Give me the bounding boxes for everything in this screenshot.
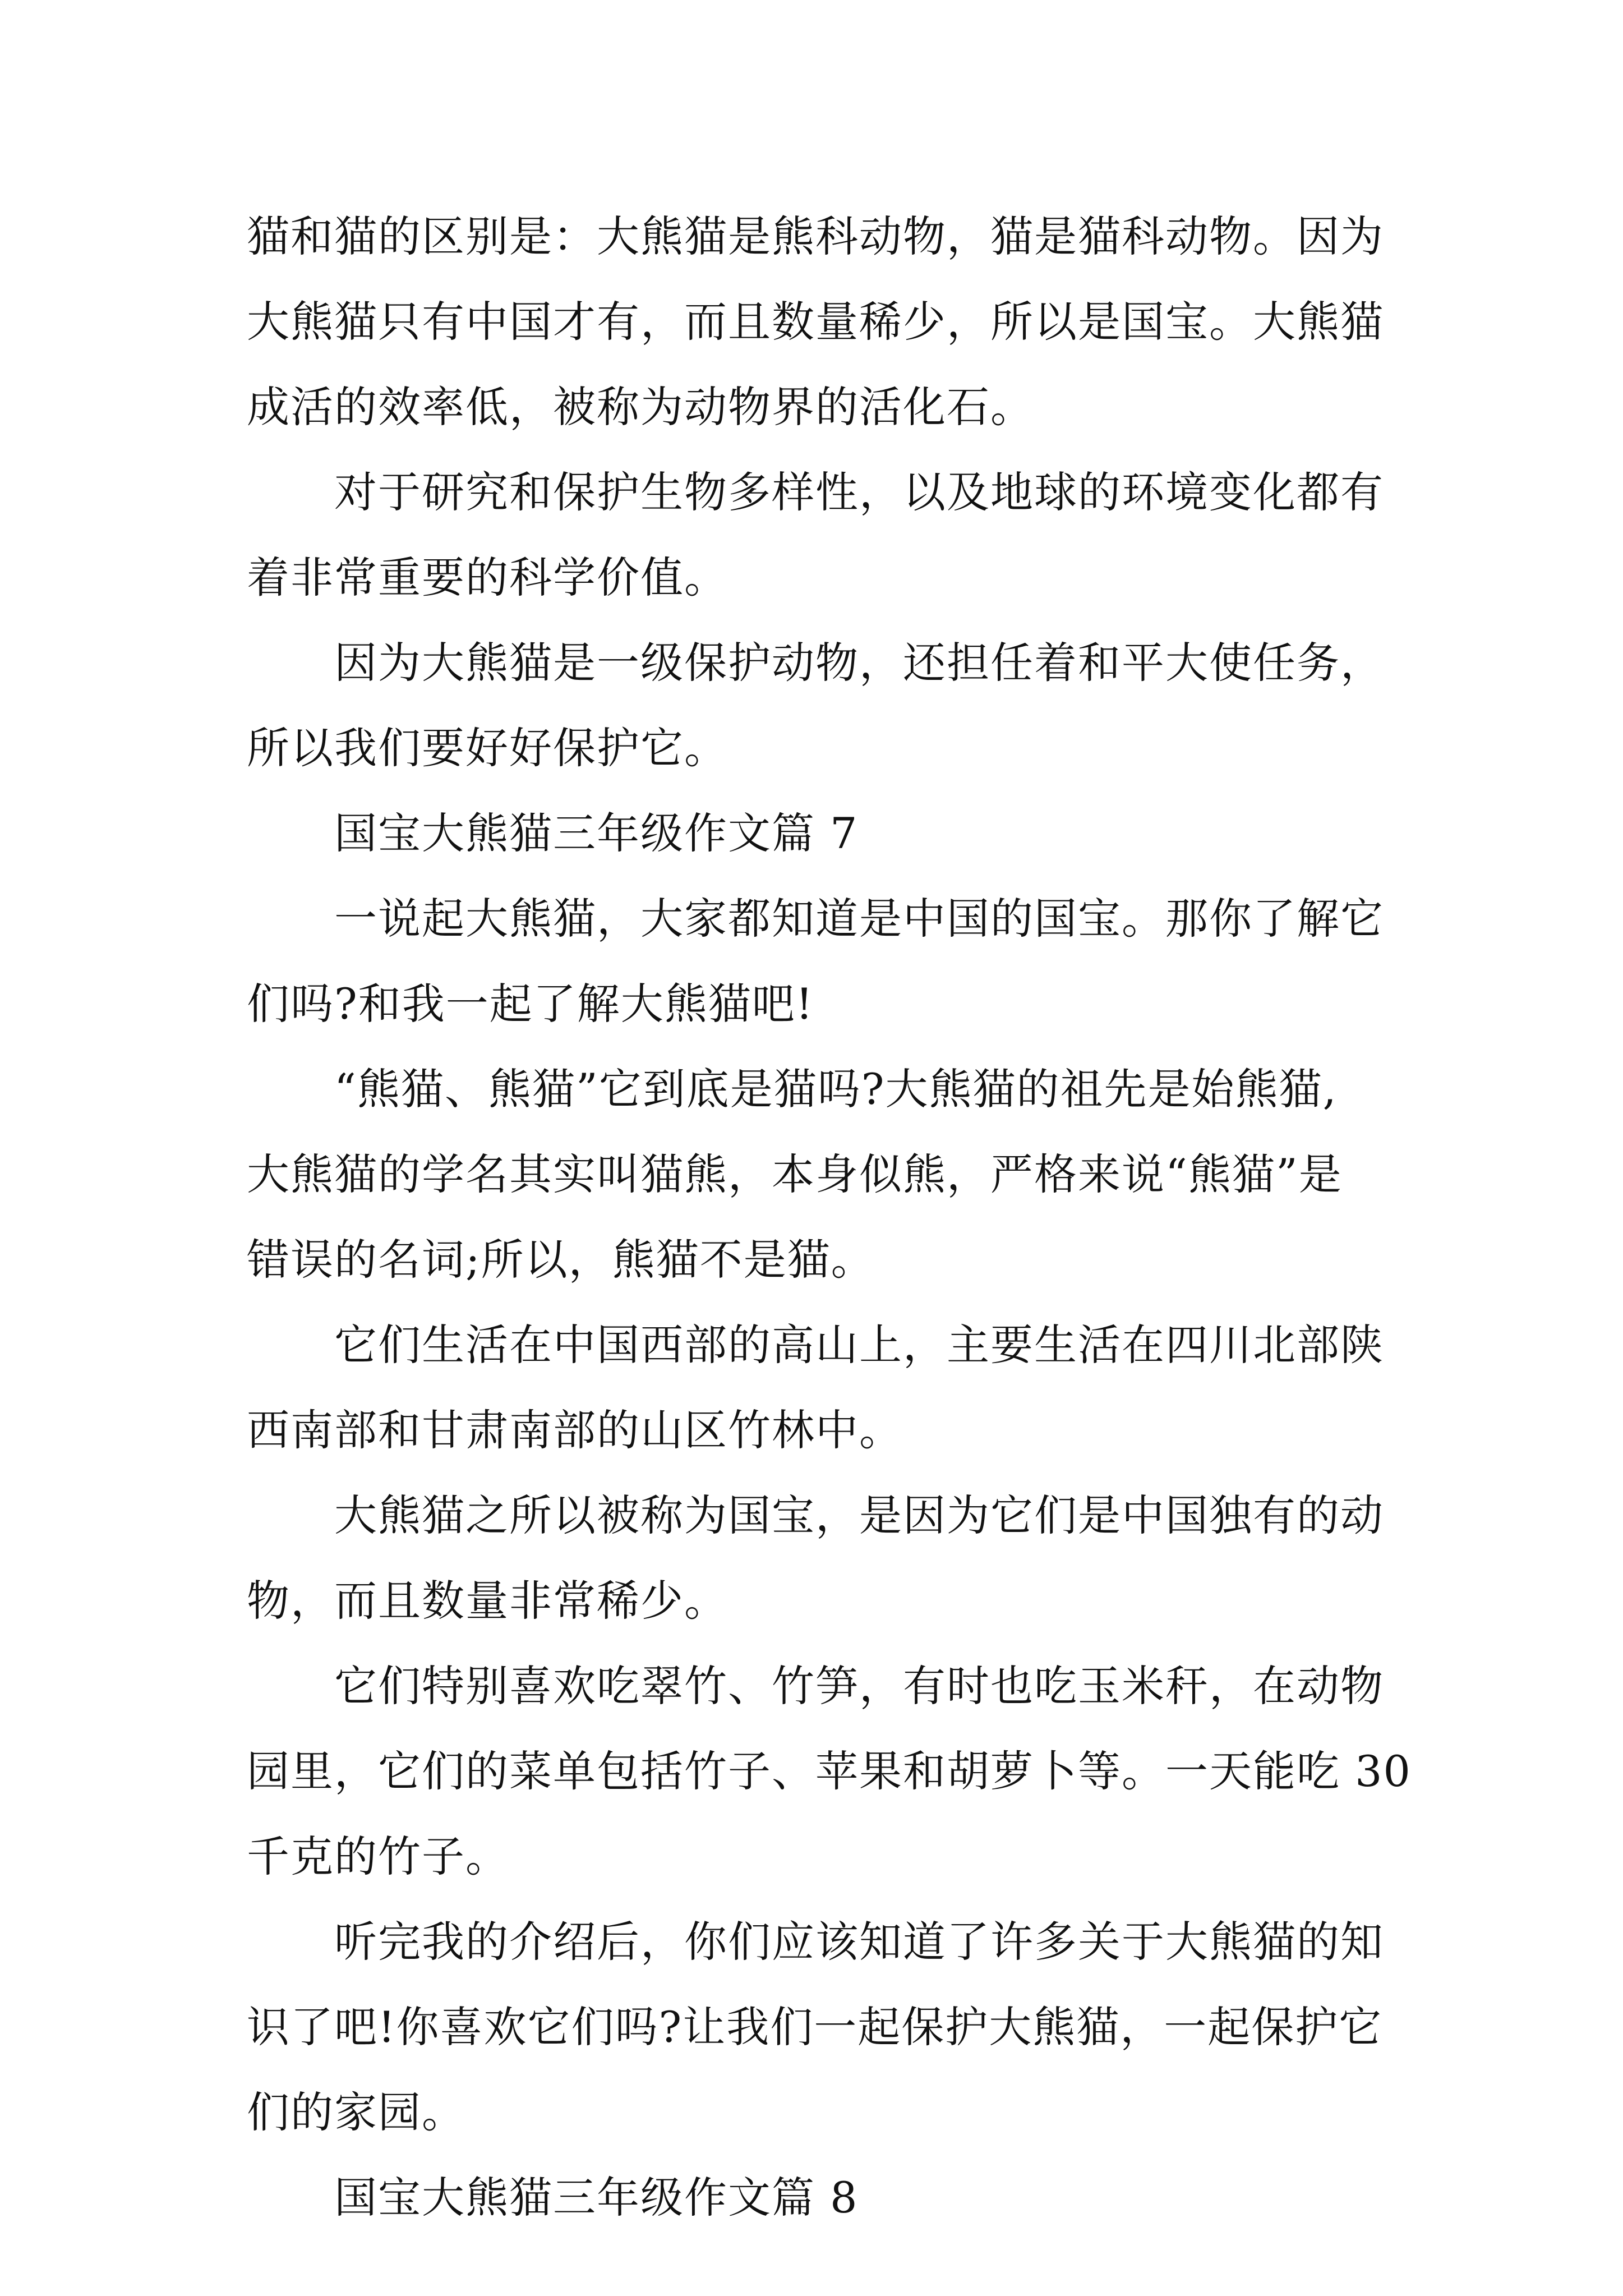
text-line: 园里，它们的菜单包括竹子、苹果和胡萝卜等。一天能吃 30 bbox=[247, 1746, 1412, 1796]
text-line: 千克的竹子。 bbox=[247, 1832, 509, 1881]
text-line: 对于研究和保护生物多样性，以及地球的环境变化都有 bbox=[334, 467, 1384, 517]
text-line: 大熊猫只有中国才有，而且数量稀少，所以是国宝。大熊猫 bbox=[247, 297, 1384, 347]
text-line: 着非常重要的科学价值。 bbox=[247, 553, 728, 602]
text-line: 们的家园。 bbox=[247, 2087, 465, 2137]
text-line: 它们生活在中国西部的高山上，主要生活在四川北部陕 bbox=[334, 1320, 1384, 1370]
text-line: 识了吧!你喜欢它们吗?让我们一起保护大熊猫，一起保护它 bbox=[247, 2002, 1383, 2052]
text-line: 它们特别喜欢吃翠竹、竹笋，有时也吃玉米秆，在动物 bbox=[334, 1661, 1384, 1711]
text-line: 猫和猫的区别是：大熊猫是熊科动物，猫是猫科动物。因为 bbox=[247, 211, 1384, 261]
text-line: 大熊猫的学名其实叫猫熊，本身似熊，严格来说“熊猫”是 bbox=[247, 1149, 1343, 1199]
section-heading: 国宝大熊猫三年级作文篇 8 bbox=[334, 2173, 859, 2223]
text-line: 一说起大熊猫，大家都知道是中国的国宝。那你了解它 bbox=[334, 894, 1384, 944]
text-line: 错误的名词;所以，熊猫不是猫。 bbox=[247, 1235, 875, 1285]
text-line: 因为大熊猫是一级保护动物，还担任着和平大使任务， bbox=[334, 638, 1384, 688]
text-line: 大熊猫之所以被称为国宝，是因为它们是中国独有的动 bbox=[334, 1490, 1384, 1540]
text-line: 听完我的介绍后，你们应该知道了许多关于大熊猫的知 bbox=[334, 1917, 1384, 1967]
section-heading: 国宝大熊猫三年级作文篇 7 bbox=[334, 808, 859, 858]
text-line: 所以我们要好好保护它。 bbox=[247, 723, 728, 773]
text-line: 们吗?和我一起了解大熊猫吧! bbox=[247, 979, 814, 1029]
text-line: 物，而且数量非常稀少。 bbox=[247, 1576, 728, 1626]
text-line: 西南部和甘肃南部的山区竹林中。 bbox=[247, 1405, 903, 1455]
text-line: 成活的效率低，被称为动物界的活化石。 bbox=[247, 382, 1034, 432]
text-line: “熊猫、熊猫”它到底是猫吗?大熊猫的祖先是始熊猫, bbox=[334, 1064, 1338, 1114]
